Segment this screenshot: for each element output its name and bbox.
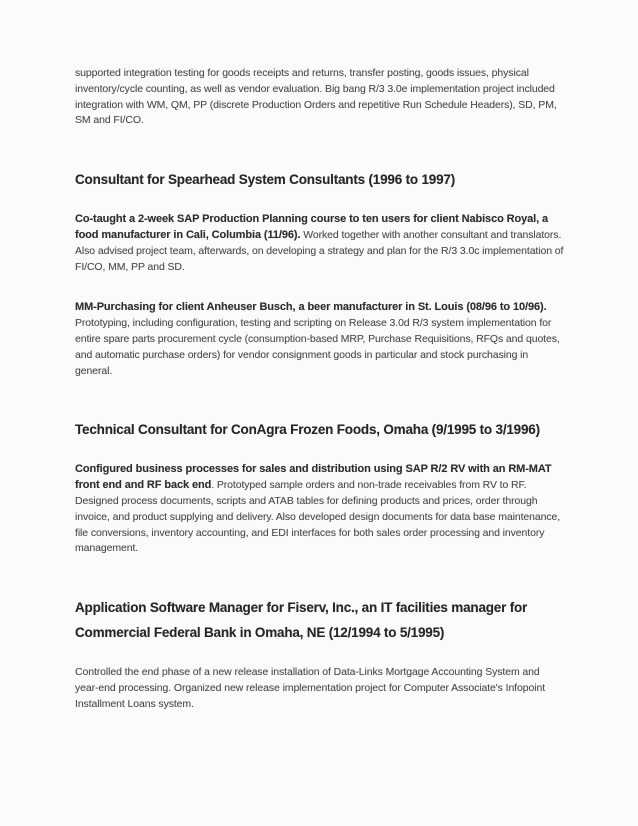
paragraph-lead: MM-Purchasing for client Anheuser Busch, a beer manufacturer in St. Louis (08/96 to 10/96). bbox=[75, 301, 547, 314]
paragraph-nabisco bbox=[75, 212, 564, 275]
paragraph-lead: Configured business processes for sales and distribution using SAP R/2 RV with an RM-MAT front end and RF back end bbox=[75, 463, 552, 492]
section-application-software-manager bbox=[75, 595, 564, 712]
paragraph-fiserv bbox=[75, 665, 564, 712]
paragraph-body: Controlled the end phase of a new release installation of Data-Links Mortgage Accounting System and year-end processing. Organized new release implementation project for Computer Associate's Infopoint Installment Loans system. bbox=[75, 666, 546, 710]
paragraph-body: Worked together with another consultant and translators. Also advised project team, afterwards, on developing a strategy and plan for the R/3 3.0c implementation of FI/CO, MM, PP and SD. bbox=[75, 228, 564, 273]
paragraph-conagra bbox=[75, 462, 564, 557]
section-heading: Consultant for Spearhead System Consultants (1996 to 1997) bbox=[75, 172, 455, 188]
section-heading: Technical Consultant for ConAgra Frozen Foods, Omaha (9/1995 to 3/1996) bbox=[75, 422, 540, 438]
paragraph-lead: Co-taught a 2-week SAP Production Planning course to ten users for client Nabisco Royal, a food manufacturer in Cali, Columbia (11/96). bbox=[75, 213, 549, 241]
paragraph-anheuser-busch bbox=[75, 300, 564, 379]
intro-paragraph: supported integration testing for goods receipts and returns, transfer posting, goods issues, physical inventory/cycle counting, as well as vendor evaluation. Big bang R/3 3.0e implementation project included integration with WM, QM, PP (discrete Production Orders and repetitive Run Schedule Headers), SD, PM, SM and FI/CO. bbox=[75, 67, 557, 127]
paragraph-body: Prototyping, including configuration, testing and scripting on Release 3.0d R/3 system implementation for entire spare parts procurement cycle (consumption-based MRP, Purchase Requisitions, RFQs and quotes, and automatic purchase orders) for vendor consignment goods in particular and stock purchasing in general. bbox=[75, 317, 560, 377]
section-heading: Application Software Manager for Fiserv, Inc., an IT facilities manager for Commercial Federal Bank in Omaha, NE (12/1994 to 5/1995) bbox=[75, 600, 528, 641]
section-spearhead-consultant bbox=[75, 167, 564, 379]
section-technical-consultant bbox=[75, 417, 564, 557]
paragraph-body: . Prototyped sample orders and non-trade receivables from RV to RF. Designed process documents, scripts and ATAB tables for defining products and prices, order through invoice, and product supplying and delivery. Also developed design documents for data base maintenance, file conversions, inventory accounting, and EDI interfaces for both sales order processing and inventory management. bbox=[75, 479, 561, 555]
